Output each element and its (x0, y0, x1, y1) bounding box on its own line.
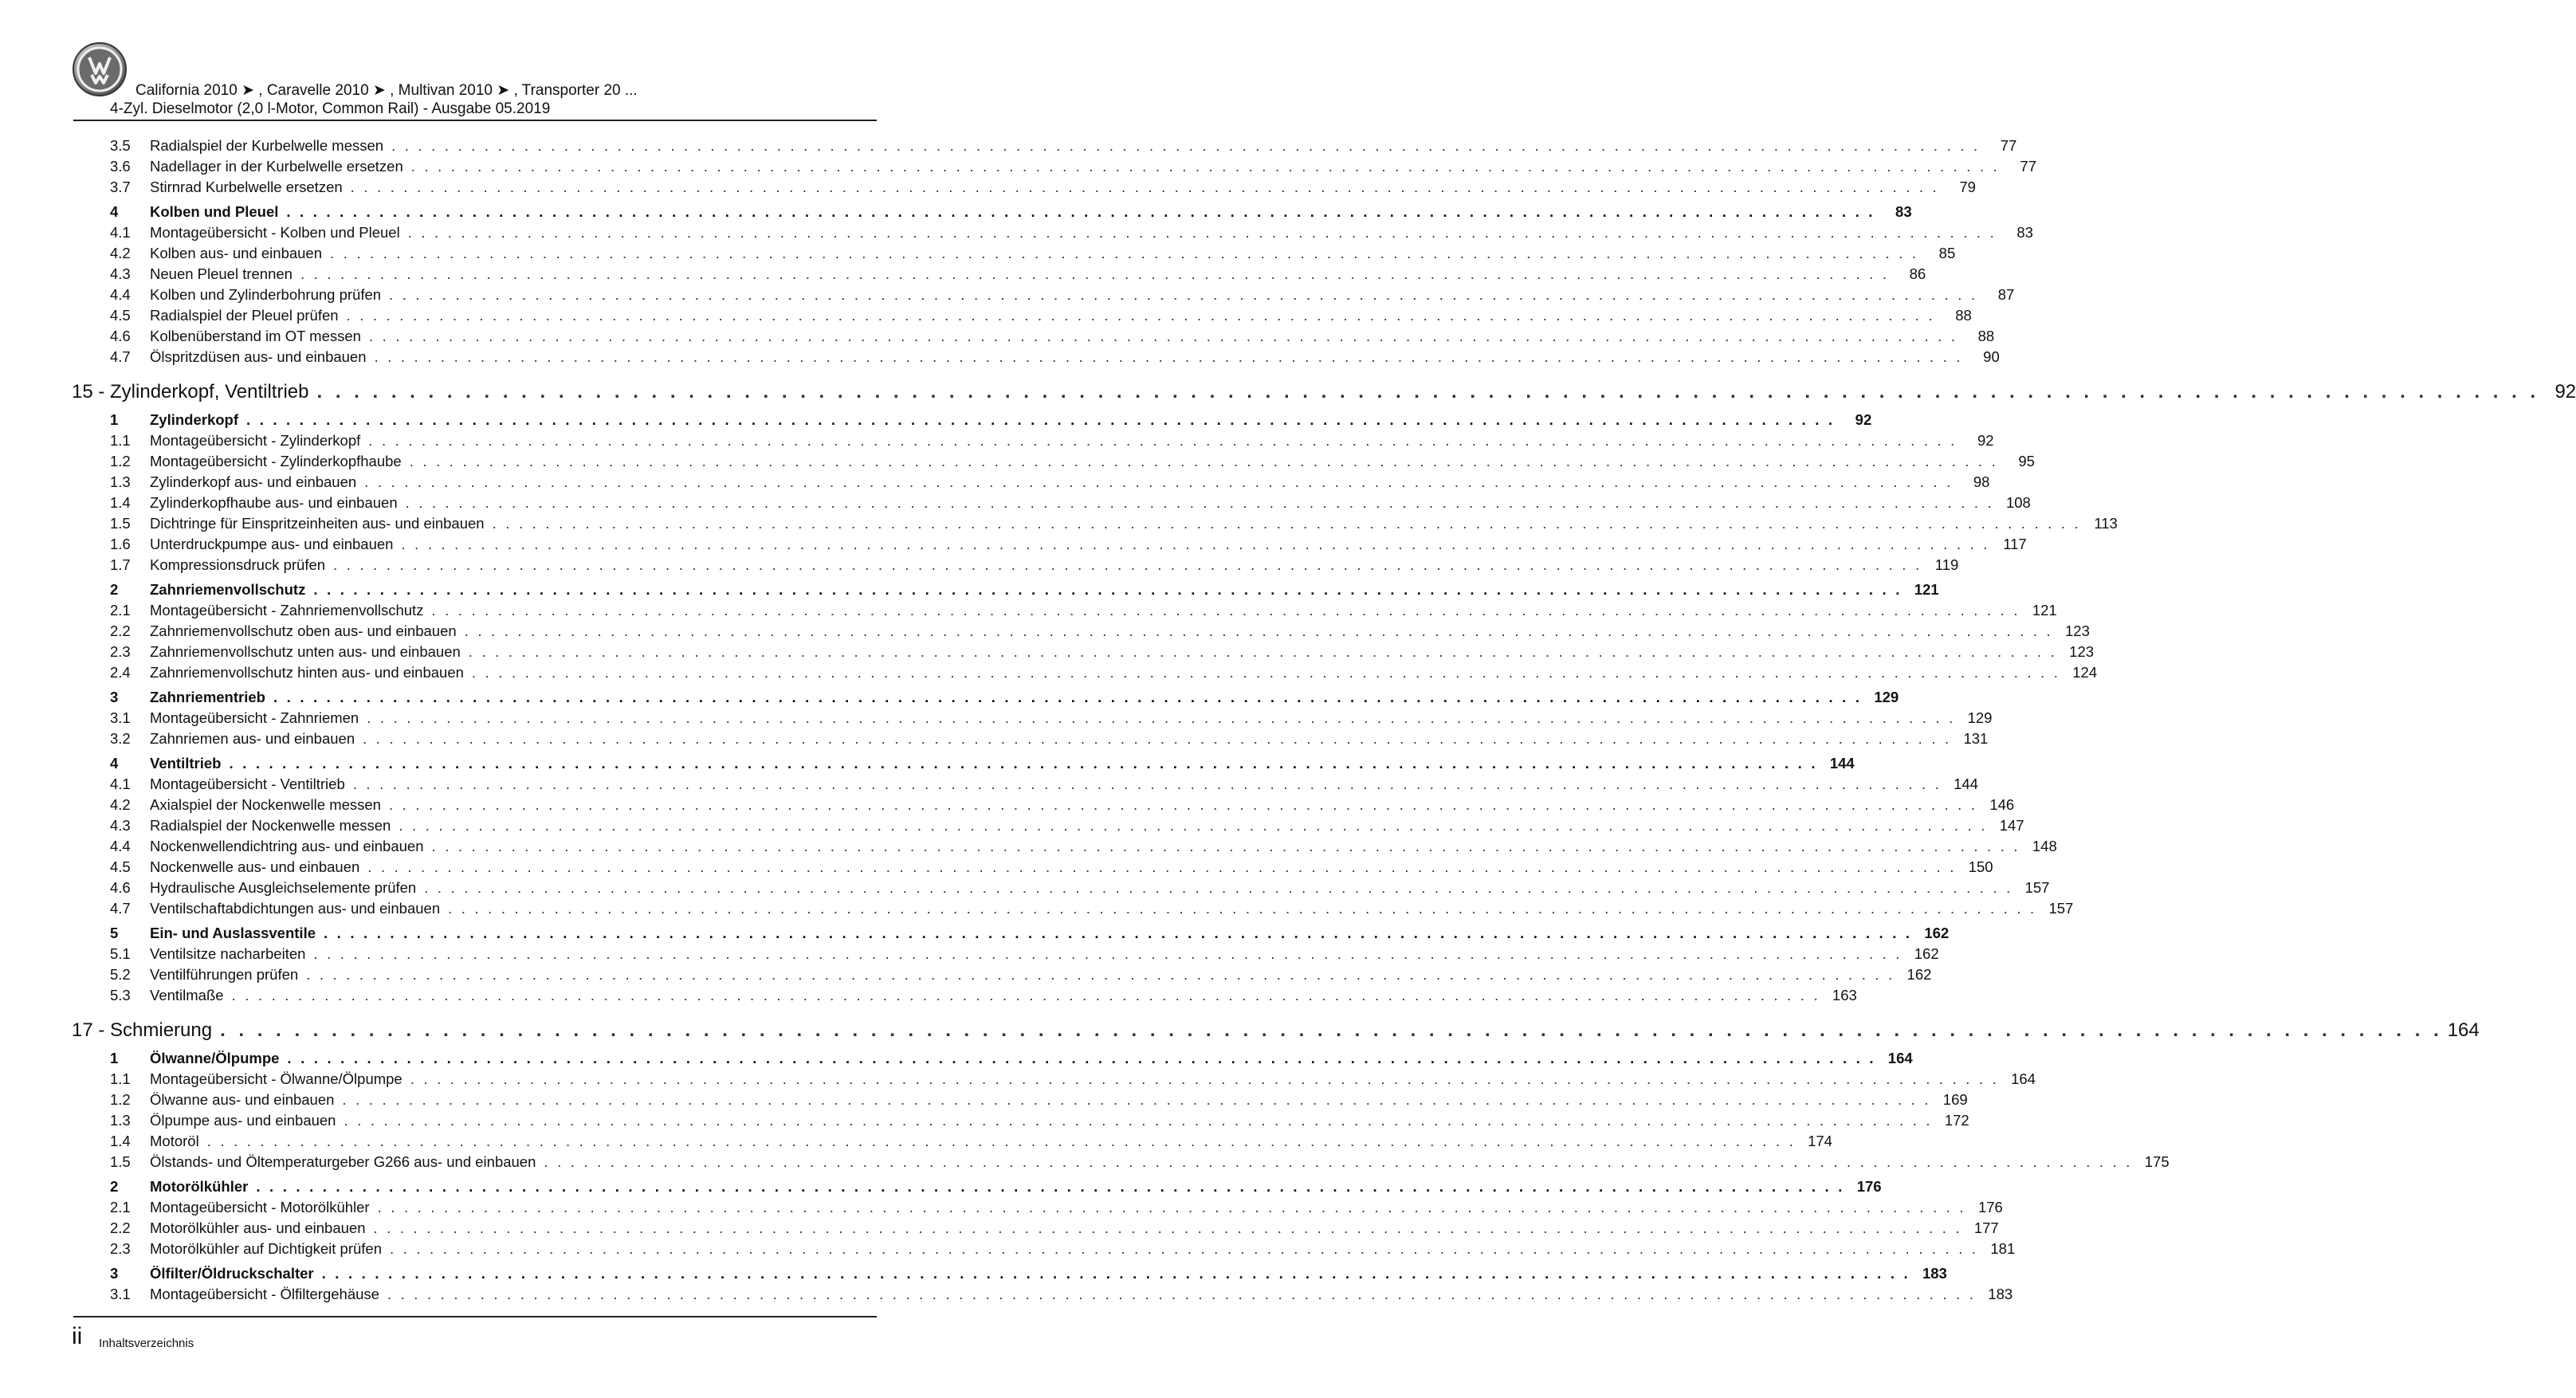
toc-leader: . . . . . . . . . . . . . . . . . . . . . . . . . . . . . . . . . . . . . . . . . . . . . . . . . . . . . . . . . . . . . . . . . . . . . . . . . . . . . . . . . . . . . . . . . . . . . . . . . . . . . . . . . . . . . . . . . . . . . . . . (492, 515, 2081, 532)
toc-page: 88 (1955, 307, 1972, 324)
toc-number: 4.1 (110, 224, 131, 241)
toc-number: 4.6 (110, 328, 131, 344)
toc-number: 2.3 (110, 643, 131, 660)
toc-number: 1.3 (110, 1112, 131, 1129)
toc-page: 83 (1895, 203, 1912, 220)
toc-section[interactable] (72, 1178, 1882, 1199)
toc-number: 4 (110, 203, 119, 220)
toc-number: 4.6 (110, 879, 131, 896)
toc-title: Ölpumpe aus- und einbauen (150, 1112, 336, 1129)
toc-page: 124 (2072, 664, 2098, 681)
toc-entry[interactable] (72, 556, 1959, 577)
toc-leader: . . . . . . . . . . . . . . . . . . . . . . . . . . . . . . . . . . . . . . . . . . . . . . . . . . . . . . . . . . . . . . . . . . . . . . . . . . . . . . . . . . . . . . . . . . . . . . . . . . . . . . . . . . . . . . . . . . . . . . . . (352, 776, 1942, 792)
toc-title: Neuen Pleuel trennen (150, 265, 293, 282)
toc-leader: . . . . . . . . . . . . . . . . . . . . . . . . . . . . . . . . . . . . . . . . . . . . . . . . . . . . . . . . . . . . . . . . . . . . . . . . . . . . . . . . . . . . . . . . . . . . . . . . . . . . . . . . . . . . . . . . . . . . . . . . (387, 1286, 1977, 1302)
toc-leader: . . . . . . . . . . . . . . . . . . . . . . . . . . . . . . . . . . . . . . . . . . . . . . . . . . . . . . . . . . . . . . . . . . . . . . . . . . . . . . . . . . . . . . . . . . . . . . . . . . . . . . . . . . . . . . . . . . . . . . . . (388, 796, 1978, 813)
toc-leader: . . . . . . . . . . . . . . . . . . . . . . . . . . . . . . . . . . . . . . . . . . . . . . . . . . . . . . . . . . . . . . . . . . . . . . . . . . . . . . . . . . . . . . . . . . . . . . . . . . . . . . . . . . . . . . . . . . . . . . . . (401, 536, 1990, 552)
toc-entry[interactable] (72, 664, 2098, 685)
toc-page: 169 (1942, 1091, 1968, 1108)
toc-leader: . . . . . . . . . . . . . . . . . . . . . . . . . . . . . . . . . . . . . . . . . . . . . . . . . . . . . . . . . . . . . . . . . . . . . . . . . . . . . . . . . . . . . . . . . . . . . . . . . . . . . . . . . . . . . . . . . . . . . . . . (367, 709, 1956, 726)
toc-number: 4.1 (110, 776, 131, 792)
toc-page: 123 (2065, 622, 2090, 639)
toc-leader: . . . . . . . . . . . . . . . . . . . . . . . . . . . . . . . . . . . . . . . . . . . . . . . . . . . . . . . . . . . . . . . . . . . . . . . . . . . . . . . . . . . . . . . . . . . . . . . . . . . . . . . . . . . . . . . . . . . . . . . . (544, 1153, 2133, 1170)
toc-page: 129 (1874, 689, 1899, 705)
toc-title: Axialspiel der Nockenwelle messen (150, 796, 381, 813)
toc-number: 2.2 (110, 622, 131, 639)
toc-page: 95 (2018, 453, 2035, 469)
toc-number: 3.6 (110, 158, 131, 175)
toc-leader: . . . . . . . . . . . . . . . . . . . . . . . . . . . . . . . . . . . . . . . . . . . . . . . . . . . . . . . . . . . . . . . . . . . . . . . . . . . . . . . . . . . . . . . . . . . . . . . . . . . . . . . . . . . . . . . . . . . . . . . . (206, 1133, 1796, 1149)
toc-number: 4.3 (110, 265, 131, 282)
toc-entry[interactable] (72, 900, 2074, 921)
toc-leader: . . . . . . . . . . . . . . . . . . . . . . . . . . . . . . . . . . . . . . . . . . . . . . . . . . . . . . . . . . . . . . . . . . . . . . . . . . . . . . . . . . . . . . . . . . . . . . . . . . . . . . . . . . . . . . . . . . . . . . . . (313, 581, 1903, 598)
toc-number: 2.3 (110, 1240, 131, 1257)
toc-number: 4.7 (110, 348, 131, 365)
toc-entry[interactable] (72, 945, 1939, 966)
toc-entry[interactable] (72, 536, 2027, 556)
toc-page: 77 (2000, 137, 2017, 154)
toc-page: 98 (1973, 473, 1990, 490)
toc-entry[interactable] (72, 473, 1990, 494)
toc-number: 1.6 (110, 536, 131, 552)
toc-title: Motorölkühler (150, 1178, 249, 1195)
toc-leader: . . . . . . . . . . . . . . . . . . . . . . . . . . . . . . . . . . . . . . . . . . . . . . . . . . . . . . . . . . . . . . . . . . . . . . . . . . . . . . . . . . . . . . . . . . . . . . . . . . . . . . . . . . . . . . . . . . . . . . . . (350, 179, 1939, 195)
toc-title: Zylinderkopf aus- und einbauen (150, 473, 357, 490)
toc-leader: . . . . . . . . . . . . . . . . . . . . . . . . . . . . . . . . . . . . . . . . . . . . . . . . . . . . . . . . . . . . . . . . . . . . . . . . . . . . . . . . . . . . . . . . . . . . . . . . . . . . . . . . . . . . . . . . . . . . . . . . (316, 381, 2540, 403)
toc-page: 183 (1988, 1286, 2013, 1302)
toc-leader: . . . . . . . . . . . . . . . . . . . . . . . . . . . . . . . . . . . . . . . . . . . . . . . . . . . . . . . . . . . . . . . . . . . . . . . . . . . . . . . . . . . . . . . . . . . . . . . . . . . . . . . . . . . . . . . . . . . . . . . . (373, 1219, 1962, 1236)
toc-leader: . . . . . . . . . . . . . . . . . . . . . . . . . . . . . . . . . . . . . . . . . . . . . . . . . . . . . . . . . . . . . . . . . . . . . . . . . . . . . . . . . . . . . . . . . . . . . . . . . . . . . . . . . . . . . . . . . . . . . . . . (377, 1199, 1966, 1215)
toc-leader: . . . . . . . . . . . . . . . . . . . . . . . . . . . . . . . . . . . . . . . . . . . . . . . . . . . . . . . . . . . . . . . . . . . . . . . . . . . . . . . . . . . . . . . . . . . . . . . . . . . . . . . . . . . . . . . . . . . . . . . . (287, 1050, 1876, 1066)
toc-page: 144 (1954, 776, 1978, 792)
toc-title: Unterdruckpumpe aus- und einbauen (150, 536, 394, 552)
toc-number: 5.1 (110, 945, 131, 962)
toc-title: Nockenwellendichtring aus- und einbauen (150, 838, 424, 854)
toc-entry[interactable] (72, 643, 2095, 664)
toc-leader: . . . . . . . . . . . . . . . . . . . . . . . . . . . . . . . . . . . . . . . . . . . . . . . . . . . . . . . . . . . . . . . . . . . . . . . . . . . . . . . . . . . . . . . . . . . . . . . . . . . . . . . . . . . . . . . . . . . . . . . . (448, 900, 2037, 917)
toc-entry[interactable] (72, 879, 2050, 900)
toc-entry[interactable] (72, 1091, 1968, 1112)
toc-title: Zahnriemenvollschutz (150, 581, 306, 598)
toc-number: 4.7 (110, 900, 131, 917)
toc-section[interactable] (72, 1050, 1913, 1070)
toc-entry[interactable] (72, 286, 2015, 307)
toc-title: Zahnriementrieb (150, 689, 265, 705)
toc-leader: . . . . . . . . . . . . . . . . . . . . . . . . . . . . . . . . . . . . . . . . . . . . . . . . . . . . . . . . . . . . . . . . . . . . . . . . . . . . . . . . . . . . . . . . . . . . . . . . . . . . . . . . . . . . . . . . . . . . . . . . (409, 453, 1998, 469)
toc-number: 4.2 (110, 796, 131, 813)
toc-leader: . . . . . . . . . . . . . . . . . . . . . . . . . . . . . . . . . . . . . . . . . . . . . . . . . . . . . . . . . . . . . . . . . . . . . . . . . . . . . . . . . . . . . . . . . . . . . . . . . . . . . . . . . . . . . . . . . . . . . . . . (273, 689, 1863, 705)
toc-chapter[interactable] (72, 377, 2576, 407)
toc-leader: . . . . . . . . . . . . . . . . . . . . . . . . . . . . . . . . . . . . . . . . . . . . . . . . . . . . . . . . . . . . . . . . . . . . . . . . . . . . . . . . . . . . . . . . . . . . . . . . . . . . . . . . . . . . . . . . . . . . . . . . (368, 328, 1958, 344)
toc-leader: . . . . . . . . . . . . . . . . . . . . . . . . . . . . . . . . . . . . . . . . . . . . . . . . . . . . . . . . . . . . . . . . . . . . . . . . . . . . . . . . . . . . . . . . . . . . . . . . . . . . . . . . . . . . . . . . . . . . . . . . (391, 137, 1981, 154)
toc-page: 175 (2144, 1153, 2170, 1170)
toc-leader: . . . . . . . . . . . . . . . . . . . . . . . . . . . . . . . . . . . . . . . . . . . . . . . . . . . . . . . . . . . . . . . . . . . . . . . . . . . . . . . . . . . . . . . . . . . . . . . . . . . . . . . . . . . . . . . . . . . . . . . . (424, 879, 2013, 896)
toc-leader: . . . . . . . . . . . . . . . . . . . . . . . . . . . . . . . . . . . . . . . . . . . . . . . . . . . . . . . . . . . . . . . . . . . . . . . . . . . . . . . . . . . . . . . . . . . . . . . . . . . . . . . . . . . . . . . . . . . . . . . . (407, 224, 1997, 241)
toc-title: Motorölkühler aus- und einbauen (150, 1219, 366, 1236)
toc-page: 164 (1887, 1050, 1913, 1066)
toc-leader: . . . . . . . . . . . . . . . . . . . . . . . . . . . . . . . . . . . . . . . . . . . . . . . . . . . . . . . . . . . . . . . . . . . . . . . . . . . . . . . . . . . . . . . . . . . . . . . . . . . . . . . . . . . . . . . . . . . . . . . . (330, 245, 1919, 261)
footer-page-number: ii (72, 1323, 83, 1349)
toc-leader: . . . . . . . . . . . . . . . . . . . . . . . . . . . . . . . . . . . . . . . . . . . . . . . . . . . . . . . . . . . . . . . . . . . . . . . . . . . . . . . . . . . . . . . . . . . . . . . . . . . . . . . . . . . . . . . . . . . . . . . . (471, 664, 2061, 681)
toc-title: Zylinderkopf (150, 411, 239, 428)
toc-number: 3.1 (110, 709, 131, 726)
toc-page: 90 (1983, 348, 2000, 365)
vw-logo-icon (72, 41, 128, 97)
toc-page: 181 (1990, 1240, 2016, 1257)
toc-leader: . . . . . . . . . . . . . . . . . . . . . . . . . . . . . . . . . . . . . . . . . . . . . . . . . . . . . . . . . . . . . . . . . . . . . . . . . . . . . . . . . . . . . . . . . . . . . . . . . . . . . . . . . . . . . . . . . . . . . . . . (306, 966, 1895, 983)
toc-entry[interactable] (72, 453, 2035, 473)
toc-page: 92 (2554, 381, 2576, 403)
toc-page: 85 (1938, 245, 1956, 261)
toc-leader: . . . . . . . . . . . . . . . . . . . . . . . . . . . . . . . . . . . . . . . . . . . . . . . . . . . . . . . . . . . . . . . . . . . . . . . . . . . . . . . . . . . . . . . . . . . . . . . . . . . . . . . . . . . . . . . . . . . . . . . . (464, 622, 2053, 639)
toc-page: 83 (2016, 224, 2033, 241)
toc-number: 3 (110, 689, 119, 705)
toc-entry[interactable] (72, 1112, 1969, 1133)
toc-leader: . . . . . . . . . . . . . . . . . . . . . . . . . . . . . . . . . . . . . . . . . . . . . . . . . . . . . . . . . . . . . . . . . . . . . . . . . . . . . . . . . . . . . . . . . . . . . . . . . . . . . . . . . . . . . . . . . . . . . . . . (342, 1091, 1931, 1108)
toc-title: Ventilmaße (150, 987, 224, 1003)
toc-number: 2 (110, 581, 119, 598)
toc-page: 146 (1989, 796, 2015, 813)
toc-entry[interactable] (72, 709, 1993, 730)
toc-leader: . . . . . . . . . . . . . . . . . . . . . . . . . . . . . . . . . . . . . . . . . . . . . . . . . . . . . . . . . . . . . . . . . . . . . . . . . . . . . . . . . . . . . . . . . . . . . . . . . . . . . . . . . . . . . . . . . . . . . . . . (390, 1240, 1979, 1257)
toc-title: Montageübersicht - Zahnriemen (150, 709, 359, 726)
toc-entry[interactable] (72, 1070, 2036, 1091)
toc-entry[interactable] (72, 224, 2033, 245)
toc-title: Ölwanne/Ölpumpe (150, 1050, 280, 1066)
toc-title: 15 - Zylinderkopf, Ventiltrieb (72, 381, 309, 403)
footer-label: Inhaltsverzeichnis (99, 1337, 194, 1350)
toc-page: 129 (1967, 709, 1993, 726)
toc-title: Zahnriemenvollschutz hinten aus- und einbauen (150, 664, 464, 681)
footer-divider (73, 1316, 877, 1317)
toc-leader: . . . . . . . . . . . . . . . . . . . . . . . . . . . . . . . . . . . . . . . . . . . . . . . . . . . . . . . . . . . . . . . . . . . . . . . . . . . . . . . . . . . . . . . . . . . . . . . . . . . . . . . . . . . . . . . . . . . . . . . . (346, 307, 1935, 324)
toc-section[interactable] (72, 581, 1939, 602)
toc-page: 157 (2024, 879, 2050, 896)
toc-entry[interactable] (72, 966, 1932, 987)
header-title-line1: California 2010 ➤ , Caravelle 2010 ➤ , Multivan 2010 ➤ , Transporter 20 ... (135, 82, 638, 99)
toc-entry[interactable] (72, 328, 1995, 348)
toc-leader: . . . . . . . . . . . . . . . . . . . . . . . . . . . . . . . . . . . . . . . . . . . . . . . . . . . . . . . . . . . . . . . . . . . . . . . . . . . . . . . . . . . . . . . . . . . . . . . . . . . . . . . . . . . . . . . . . . . . . . . . (405, 494, 1994, 511)
toc-title: Kompressionsdruck prüfen (150, 556, 326, 573)
toc-number: 2.4 (110, 664, 131, 681)
toc-entry[interactable] (72, 622, 2090, 643)
toc-entry[interactable] (72, 179, 1976, 199)
toc-page: 163 (1832, 987, 1857, 1003)
toc-title: Zahnriemen aus- und einbauen (150, 730, 355, 747)
toc-title: Nadellager in der Kurbelwelle ersetzen (150, 158, 403, 175)
toc-leader: . . . . . . . . . . . . . . . . . . . . . . . . . . . . . . . . . . . . . . . . . . . . . . . . . . . . . . . . . . . . . . . . . . . . . . . . . . . . . . . . . . . . . . . . . . . . . . . . . . . . . . . . . . . . . . . . . . . . . . . . (374, 348, 1963, 365)
toc-leader: . . . . . . . . . . . . . . . . . . . . . . . . . . . . . . . . . . . . . . . . . . . . . . . . . . . . . . . . . . . . . . . . . . . . . . . . . . . . . . . . . . . . . . . . . . . . . . . . . . . . . . . . . . . . . . . . . . . . . . . . (220, 1019, 2443, 1041)
toc-title: Zylinderkopfhaube aus- und einbauen (150, 494, 398, 511)
toc-leader: . . . . . . . . . . . . . . . . . . . . . . . . . . . . . . . . . . . . . . . . . . . . . . . . . . . . . . . . . . . . . . . . . . . . . . . . . . . . . . . . . . . . . . . . . . . . . . . . . . . . . . . . . . . . . . . . . . . . . . . . (313, 945, 1903, 962)
toc-title: Ölstands- und Öltemperaturgeber G266 aus- und einbauen (150, 1153, 536, 1170)
toc-page: 162 (1924, 925, 1950, 941)
toc-page: 92 (1855, 411, 1872, 428)
toc-leader: . . . . . . . . . . . . . . . . . . . . . . . . . . . . . . . . . . . . . . . . . . . . . . . . . . . . . . . . . . . . . . . . . . . . . . . . . . . . . . . . . . . . . . . . . . . . . . . . . . . . . . . . . . . . . . . . . . . . . . . . (364, 473, 1954, 490)
toc-number: 1.3 (110, 473, 131, 490)
toc-entry[interactable] (72, 602, 2057, 622)
toc-title: Montageübersicht - Zahnriemenvollschutz (150, 602, 424, 618)
toc-title: Montageübersicht - Ölfiltergehäuse (150, 1286, 379, 1302)
toc-entry[interactable] (72, 730, 1989, 751)
toc-section[interactable] (72, 925, 1950, 945)
toc-number: 2.1 (110, 602, 131, 618)
toc-page: 183 (1922, 1265, 1947, 1282)
toc-number: 1.4 (110, 494, 131, 511)
toc-title: Montageübersicht - Ventiltrieb (150, 776, 345, 792)
toc-page: 164 (2011, 1070, 2036, 1087)
toc-leader: . . . . . . . . . . . . . . . . . . . . . . . . . . . . . . . . . . . . . . . . . . . . . . . . . . . . . . . . . . . . . . . . . . . . . . . . . . . . . . . . . . . . . . . . . . . . . . . . . . . . . . . . . . . . . . . . . . . . . . . . (431, 838, 2020, 854)
toc-title: Montageübersicht - Kolben und Pleuel (150, 224, 400, 241)
table-of-contents (72, 137, 2576, 1306)
toc-number: 1 (110, 1050, 119, 1066)
toc-leader: . . . . . . . . . . . . . . . . . . . . . . . . . . . . . . . . . . . . . . . . . . . . . . . . . . . . . . . . . . . . . . . . . . . . . . . . . . . . . . . . . . . . . . . . . . . . . . . . . . . . . . . . . . . . . . . . . . . . . . . . (256, 1178, 1845, 1195)
toc-number: 2.2 (110, 1219, 131, 1236)
toc-number: 4 (110, 755, 119, 772)
toc-title: Nockenwelle aus- und einbauen (150, 858, 360, 875)
toc-page: 117 (2003, 536, 2027, 552)
toc-entry[interactable] (72, 1219, 1999, 1240)
toc-page: 108 (2005, 494, 2031, 511)
toc-number: 1.2 (110, 1091, 131, 1108)
toc-entry[interactable] (72, 137, 2017, 158)
toc-number: 4.5 (110, 307, 131, 324)
toc-entry[interactable] (72, 307, 1972, 328)
toc-number: 2 (110, 1178, 119, 1195)
toc-title: Ventiltrieb (150, 755, 222, 772)
toc-entry[interactable] (72, 1199, 2003, 1219)
page-header (72, 41, 869, 121)
toc-leader: . . . . . . . . . . . . . . . . . . . . . . . . . . . . . . . . . . . . . . . . . . . . . . . . . . . . . . . . . . . . . . . . . . . . . . . . . . . . . . . . . . . . . . . . . . . . . . . . . . . . . . . . . . . . . . . . . . . . . . . . (231, 987, 1820, 1003)
toc-entry[interactable] (72, 1240, 2016, 1261)
toc-entry[interactable] (72, 494, 2031, 515)
toc-page: 162 (1906, 966, 1932, 983)
toc-page: 123 (2069, 643, 2095, 660)
toc-number: 3.5 (110, 137, 131, 154)
toc-page: 162 (1914, 945, 1939, 962)
toc-leader: . . . . . . . . . . . . . . . . . . . . . . . . . . . . . . . . . . . . . . . . . . . . . . . . . . . . . . . . . . . . . . . . . . . . . . . . . . . . . . . . . . . . . . . . . . . . . . . . . . . . . . . . . . . . . . . . . . . . . . . . (468, 643, 2058, 660)
toc-leader: . . . . . . . . . . . . . . . . . . . . . . . . . . . . . . . . . . . . . . . . . . . . . . . . . . . . . . . . . . . . . . . . . . . . . . . . . . . . . . . . . . . . . . . . . . . . . . . . . . . . . . . . . . . . . . . . . . . . . . . . (410, 1070, 1999, 1087)
toc-section[interactable] (72, 1265, 1947, 1286)
toc-title: Radialspiel der Nockenwelle messen (150, 817, 391, 834)
toc-section[interactable] (72, 203, 1912, 224)
toc-title: 17 - Schmierung (72, 1019, 213, 1041)
toc-number: 5.2 (110, 966, 131, 983)
toc-section[interactable] (72, 755, 1855, 776)
toc-number: 1.7 (110, 556, 131, 573)
toc-leader: . . . . . . . . . . . . . . . . . . . . . . . . . . . . . . . . . . . . . . . . . . . . . . . . . . . . . . . . . . . . . . . . . . . . . . . . . . . . . . . . . . . . . . . . . . . . . . . . . . . . . . . . . . . . . . . . . . . . . . . . (286, 203, 1875, 220)
toc-title: Kolben aus- und einbauen (150, 245, 323, 261)
toc-number: 4.3 (110, 817, 131, 834)
toc-page: 121 (2032, 602, 2057, 618)
toc-title: Montageübersicht - Zylinderkopf (150, 432, 361, 449)
toc-entry[interactable] (72, 348, 2000, 369)
toc-leader: . . . . . . . . . . . . . . . . . . . . . . . . . . . . . . . . . . . . . . . . . . . . . . . . . . . . . . . . . . . . . . . . . . . . . . . . . . . . . . . . . . . . . . . . . . . . . . . . . . . . . . . . . . . . . . . . . . . . . . . . (389, 286, 1978, 303)
toc-entry[interactable] (72, 432, 1994, 453)
toc-entry[interactable] (72, 796, 2015, 817)
toc-leader: . . . . . . . . . . . . . . . . . . . . . . . . . . . . . . . . . . . . . . . . . . . . . . . . . . . . . . . . . . . . . . . . . . . . . . . . . . . . . . . . . . . . . . . . . . . . . . . . . . . . . . . . . . . . . . . . . . . . . . . . (363, 730, 1952, 747)
toc-number: 3.7 (110, 179, 131, 195)
toc-number: 3.1 (110, 1286, 131, 1302)
toc-number: 1 (110, 411, 119, 428)
toc-number: 1.1 (110, 1070, 131, 1087)
toc-leader: . . . . . . . . . . . . . . . . . . . . . . . . . . . . . . . . . . . . . . . . . . . . . . . . . . . . . . . . . . . . . . . . . . . . . . . . . . . . . . . . . . . . . . . . . . . . . . . . . . . . . . . . . . . . . . . . . . . . . . . . (324, 925, 1913, 941)
toc-number: 3 (110, 1265, 119, 1282)
toc-number: 5.3 (110, 987, 131, 1003)
toc-section[interactable] (72, 411, 1872, 432)
toc-title: Hydraulische Ausgleichselemente prüfen (150, 879, 417, 896)
toc-number: 1.1 (110, 432, 131, 449)
toc-leader: . . . . . . . . . . . . . . . . . . . . . . . . . . . . . . . . . . . . . . . . . . . . . . . . . . . . . . . . . . . . . . . . . . . . . . . . . . . . . . . . . . . . . . . . . . . . . . . . . . . . . . . . . . . . . . . . . . . . . . . . (431, 602, 2020, 618)
toc-leader: . . . . . . . . . . . . . . . . . . . . . . . . . . . . . . . . . . . . . . . . . . . . . . . . . . . . . . . . . . . . . . . . . . . . . . . . . . . . . . . . . . . . . . . . . . . . . . . . . . . . . . . . . . . . . . . . . . . . . . . . (368, 432, 1958, 449)
toc-entry[interactable] (72, 776, 1978, 796)
toc-number: 1.5 (110, 1153, 131, 1170)
toc-title: Motorölkühler auf Dichtigkeit prüfen (150, 1240, 383, 1257)
toc-leader: . . . . . . . . . . . . . . . . . . . . . . . . . . . . . . . . . . . . . . . . . . . . . . . . . . . . . . . . . . . . . . . . . . . . . . . . . . . . . . . . . . . . . . . . . . . . . . . . . . . . . . . . . . . . . . . . . . . . . . . . (344, 1112, 1933, 1129)
toc-title: Ventilschaftabdichtungen aus- und einbauen (150, 900, 441, 917)
toc-section[interactable] (72, 689, 1899, 709)
toc-page: 119 (1934, 556, 1959, 573)
toc-entry[interactable] (72, 245, 1956, 265)
toc-page: 113 (2094, 515, 2118, 532)
toc-page: 148 (2032, 838, 2057, 854)
toc-title: Kolben und Zylinderbohrung prüfen (150, 286, 382, 303)
toc-number: 5 (110, 925, 119, 941)
toc-title: Zahnriemenvollschutz oben aus- und einbauen (150, 622, 457, 639)
toc-title: Ein- und Auslassventile (150, 925, 316, 941)
toc-title: Motoröl (150, 1133, 199, 1149)
toc-entry[interactable] (72, 1153, 2170, 1174)
toc-title: Dichtringe für Einspritzeinheiten aus- und einbauen (150, 515, 485, 532)
toc-title: Kolben und Pleuel (150, 203, 279, 220)
toc-number: 4.4 (110, 838, 131, 854)
header-title-line2: 4-Zyl. Dieselmotor (2,0 l-Motor, Common Rail) - Ausgabe 05.2019 (110, 100, 551, 117)
toc-page: 147 (1999, 817, 2024, 834)
toc-number: 1.4 (110, 1133, 131, 1149)
toc-leader: . . . . . . . . . . . . . . . . . . . . . . . . . . . . . . . . . . . . . . . . . . . . . . . . . . . . . . . . . . . . . . . . . . . . . . . . . . . . . . . . . . . . . . . . . . . . . . . . . . . . . . . . . . . . . . . . . . . . . . . . (367, 858, 1957, 875)
toc-entry[interactable] (72, 265, 1926, 286)
toc-page: 77 (2020, 158, 2036, 175)
toc-title: Ölfilter/Öldruckschalter (150, 1265, 314, 1282)
toc-page: 176 (1977, 1199, 2003, 1215)
toc-title: Ölspritzdüsen aus- und einbauen (150, 348, 367, 365)
toc-page: 86 (1909, 265, 1926, 282)
toc-page: 131 (1963, 730, 1989, 747)
toc-page: 121 (1914, 581, 1939, 598)
toc-title: Stirnrad Kurbelwelle ersetzen (150, 179, 343, 195)
toc-page: 79 (1959, 179, 1976, 195)
toc-title: Montageübersicht - Motorölkühler (150, 1199, 370, 1215)
toc-entry[interactable] (72, 1286, 2013, 1306)
toc-entry[interactable] (72, 838, 2057, 858)
toc-leader: . . . . . . . . . . . . . . . . . . . . . . . . . . . . . . . . . . . . . . . . . . . . . . . . . . . . . . . . . . . . . . . . . . . . . . . . . . . . . . . . . . . . . . . . . . . . . . . . . . . . . . . . . . . . . . . . . . . . . . . . (399, 817, 1988, 834)
toc-title: Kolbenüberstand im OT messen (150, 328, 361, 344)
toc-leader: . . . . . . . . . . . . . . . . . . . . . . . . . . . . . . . . . . . . . . . . . . . . . . . . . . . . . . . . . . . . . . . . . . . . . . . . . . . . . . . . . . . . . . . . . . . . . . . . . . . . . . . . . . . . . . . . . . . . . . . . (333, 556, 1922, 573)
toc-page: 176 (1856, 1178, 1882, 1195)
toc-entry[interactable] (72, 158, 2036, 179)
toc-title: Ventilsitze nacharbeiten (150, 945, 306, 962)
toc-number: 4.4 (110, 286, 131, 303)
toc-leader: . . . . . . . . . . . . . . . . . . . . . . . . . . . . . . . . . . . . . . . . . . . . . . . . . . . . . . . . . . . . . . . . . . . . . . . . . . . . . . . . . . . . . . . . . . . . . . . . . . . . . . . . . . . . . . . . . . . . . . . . (410, 158, 2000, 175)
toc-page: 174 (1808, 1133, 1832, 1149)
toc-number: 4.2 (110, 245, 131, 261)
toc-entry[interactable] (72, 817, 2024, 838)
toc-number: 1.5 (110, 515, 131, 532)
toc-leader: . . . . . . . . . . . . . . . . . . . . . . . . . . . . . . . . . . . . . . . . . . . . . . . . . . . . . . . . . . . . . . . . . . . . . . . . . . . . . . . . . . . . . . . . . . . . . . . . . . . . . . . . . . . . . . . . . . . . . . . . (321, 1265, 1910, 1282)
toc-page: 157 (2048, 900, 2074, 917)
toc-title: Radialspiel der Kurbelwelle messen (150, 137, 384, 154)
toc-page: 88 (1977, 328, 1995, 344)
toc-page: 164 (2447, 1019, 2480, 1041)
toc-page: 177 (1973, 1219, 1999, 1236)
toc-page: 92 (1977, 432, 1994, 449)
toc-page: 150 (1968, 858, 1993, 875)
toc-leader: . . . . . . . . . . . . . . . . . . . . . . . . . . . . . . . . . . . . . . . . . . . . . . . . . . . . . . . . . . . . . . . . . . . . . . . . . . . . . . . . . . . . . . . . . . . . . . . . . . . . . . . . . . . . . . . . . . . . . . . . (300, 265, 1890, 282)
toc-page: 172 (1944, 1112, 1969, 1129)
toc-page: 87 (1997, 286, 2015, 303)
toc-title: Montageübersicht - Ölwanne/Ölpumpe (150, 1070, 402, 1087)
toc-entry[interactable] (72, 1133, 1832, 1153)
toc-entry[interactable] (72, 858, 1993, 879)
toc-entry[interactable] (72, 515, 2118, 536)
toc-title: Radialspiel der Pleuel prüfen (150, 307, 339, 324)
toc-chapter[interactable] (72, 1015, 2480, 1046)
toc-title: Ölwanne aus- und einbauen (150, 1091, 335, 1108)
toc-number: 3.2 (110, 730, 131, 747)
header-divider (73, 120, 877, 121)
toc-number: 1.2 (110, 453, 131, 469)
toc-number: 4.5 (110, 858, 131, 875)
toc-title: Montageübersicht - Zylinderkopfhaube (150, 453, 402, 469)
toc-entry[interactable] (72, 987, 1857, 1007)
toc-leader: . . . . . . . . . . . . . . . . . . . . . . . . . . . . . . . . . . . . . . . . . . . . . . . . . . . . . . . . . . . . . . . . . . . . . . . . . . . . . . . . . . . . . . . . . . . . . . . . . . . . . . . . . . . . . . . . . . . . . . . . (229, 755, 1818, 772)
toc-number: 2.1 (110, 1199, 131, 1215)
toc-title: Zahnriemenvollschutz unten aus- und einbauen (150, 643, 461, 660)
toc-title: Ventilführungen prüfen (150, 966, 299, 983)
toc-leader: . . . . . . . . . . . . . . . . . . . . . . . . . . . . . . . . . . . . . . . . . . . . . . . . . . . . . . . . . . . . . . . . . . . . . . . . . . . . . . . . . . . . . . . . . . . . . . . . . . . . . . . . . . . . . . . . . . . . . . . . (246, 411, 1836, 428)
toc-page: 144 (1829, 755, 1855, 772)
